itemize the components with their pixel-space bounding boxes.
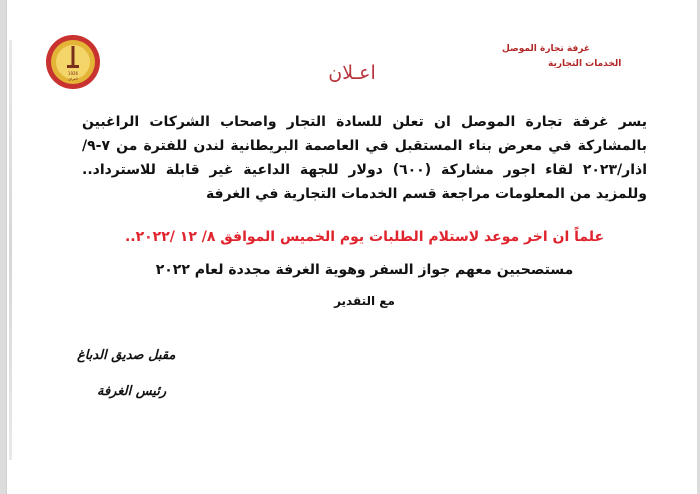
scan-edge-shadow	[9, 40, 12, 460]
signatory-title: رئيس الغرفة	[97, 384, 167, 399]
letterhead-department: الخدمات التجارية	[548, 59, 622, 69]
logo-year: 1926	[67, 71, 79, 76]
document-page	[6, 0, 697, 494]
announcement-body	[82, 110, 647, 206]
logo-country: العراق	[68, 77, 78, 81]
letterhead-org-name: غرفة تجارة الموصل	[502, 44, 590, 54]
deadline-notice: علماً ان اخر موعد لاستلام الطلبات يوم الخميس الموافق ٨/ ١٢ /٢٠٢٢..	[124, 229, 605, 245]
announcement-title: اعـلان	[328, 62, 376, 84]
closing-regards: مع التقدير	[334, 294, 395, 308]
body-paragraph: يسر غرفة تجارة الموصل ان تعلن للسادة التجار واصحاب الشركات الراغبين بالمشاركة في معرض بناء المستقبل في العاصمة البريطانية لندن للفترة من ٧-٩/اذار/٢٠٢٣ لقاء اجور مشاركة (٦٠٠) دولار للجهة الداعية غير قابلة للاسترداد.. وللمزيد من المعلومات مراجعة قسم الخدمات التجارية في الغرفة	[82, 114, 647, 202]
requirements-notice: مستصحبين معهم جواز السفر وهوية الغرفة مجددة لعام ٢٠٢٢	[155, 262, 574, 278]
signatory-name: مقبل صديق الدباغ	[77, 348, 176, 363]
